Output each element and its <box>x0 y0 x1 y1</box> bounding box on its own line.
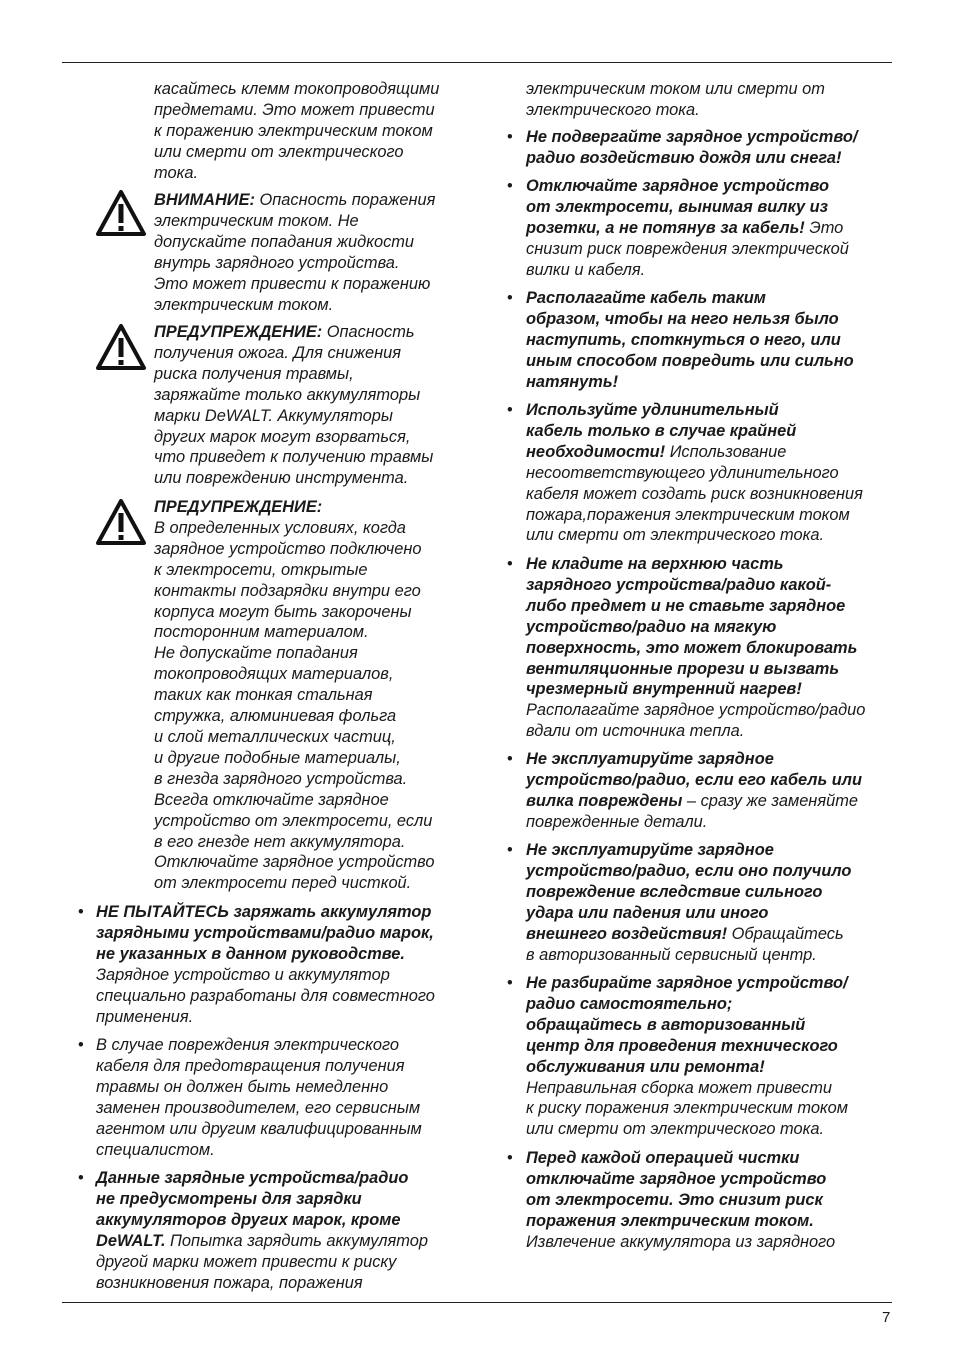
right-intro: электрическим током или смерти от электрического тока. <box>526 80 825 119</box>
bullet-icon: • <box>507 289 513 307</box>
bullet-text: Извлечение аккумулятора из зарядного <box>526 1232 836 1251</box>
top-rule <box>62 62 892 63</box>
bullet-icon: • <box>507 401 513 419</box>
bullet-icon: • <box>507 750 513 768</box>
bullet-icon: • <box>78 1036 84 1054</box>
bullet-icon: • <box>507 841 513 859</box>
warning-electric-shock <box>154 190 435 315</box>
bullet-icon: • <box>507 177 513 195</box>
bullet-text: – сразу же заменяйте поврежденные детали. <box>526 791 858 831</box>
warning-short-circuit <box>154 497 434 894</box>
warning-label: ВНИМАНИЕ: <box>154 191 255 209</box>
bullet-bold: Не подвергайте зарядное устройство/ радио воздействию дождя или снега! <box>526 128 858 167</box>
bullet-bold: НЕ ПЫТАЙТЕСЬ заряжать аккумулятор зарядными устройствами/радио марок, не указанных в данном руководстве. <box>96 903 434 963</box>
warning-text: В определенных условиях, когда зарядное устройство подключено к электросети, открытые контакты подзарядки внутри его корпуса могут быть закорочены посторонним материалом. Не допускайте попадания токопроводящих материалов, таких как тонкая стальная стружка, алюминиевая фольга и слой металлических частиц, и другие подобные материалы, в гнезда зарядного устройства. Всегда отключайте зарядное устройство от электросети, если в его гнезде нет аккумулятора. Отключайте зарядное устройство от электросети перед чисткой. <box>154 518 435 893</box>
bullet-bold: Данные зарядные устройства/радио не предусмотрены для зарядки аккумуляторов других марок, кроме DeWALT. <box>96 1169 409 1250</box>
list-item <box>96 1035 422 1160</box>
bullet-text: Зарядное устройство и аккумулятор специально разработаны для совместного применения. <box>96 965 435 1026</box>
list-item <box>526 554 865 742</box>
bullet-bold: Не разбирайте зарядное устройство/ радио самостоятельно; обращайтесь в авторизованный центр для проведения технического обслуживания или ремонта! <box>526 974 848 1076</box>
bullet-bold: Используйте удлинительный кабель только в случае крайней необходимости! <box>526 401 797 461</box>
bullet-icon: • <box>507 128 513 146</box>
bullet-bold: Не эксплуатируйте зарядное устройство/радио, если оно получило повреждение вследствие сильного удара или падения или иного внешнего воздействия! <box>526 841 852 943</box>
warning-text: Опасность поражения электрическим током. Не допускайте попадания жидкости внутрь зарядного устройства. Это может привести к поражению электрическим током. <box>154 191 436 314</box>
list-item <box>526 400 863 546</box>
list-item <box>526 127 857 169</box>
bullet-text: Попытка зарядить аккумулятор другой марки может привести к риску возникновения пожара, поражения <box>96 1231 428 1292</box>
list-item <box>526 973 848 1140</box>
bullet-bold: Отключайте зарядное устройство от электросети, вынимая вилку из розетки, а не потянув за кабель! <box>526 177 829 237</box>
left-intro: касайтесь клемм токопроводящими предметами. Это может привести к поражению электрическим током или смерти от электрического тока. <box>154 80 440 182</box>
bullet-icon: • <box>507 974 513 992</box>
page-number: 7 <box>882 1309 891 1326</box>
warning-burn <box>154 322 433 489</box>
bullet-text: Располагайте зарядное устройство/радио вдали от источника тепла. <box>526 701 866 741</box>
list-item <box>96 1168 428 1293</box>
list-item <box>526 176 849 281</box>
bullet-bold: Располагайте кабель таким образом, чтобы на него нельзя было наступить, споткнуться о него, или иным способом повредить или сильно натянуть! <box>526 289 854 391</box>
list-item <box>526 749 862 833</box>
list-item <box>526 1148 835 1253</box>
list-item <box>96 902 435 1027</box>
bullet-bold: Перед каждой операцией чистки отключайте зарядное устройство от электросети. Это снизит риск поражения электрическим током. <box>526 1149 827 1230</box>
bottom-rule <box>62 1302 892 1303</box>
bullet-text: В случае повреждения электрического кабеля для предотвращения получения травмы он должен быть немедленно заменен производителем, его сервисным агентом или другим квалифицированным специалистом. <box>96 1036 422 1159</box>
bullet-bold: Не кладите на верхнюю часть зарядного устройства/радио какой- либо предмет и не ставьте зарядное устройство/радио на мягкую поверхность, это может блокировать вентиляционные прорези и вызвать чрезмерный внутренний нагрев! <box>526 555 858 699</box>
bullet-text: Это снизит риск повреждения электрической вилки и кабеля. <box>526 218 849 279</box>
warning-label: ПРЕДУПРЕЖДЕНИЕ: <box>154 498 323 516</box>
bullet-icon: • <box>78 903 84 921</box>
warning-label: ПРЕДУПРЕЖДЕНИЕ: <box>154 323 323 341</box>
bullet-icon: • <box>78 1169 84 1187</box>
bullet-icon: • <box>507 1149 513 1167</box>
warning-text: Опасность получения ожога. Для снижения риска получения травмы, заряжайте только аккумуляторы марки DeWALT. Аккумуляторы других марок могут взорваться, что приведет к получению травмы или повреждению инструмента. <box>154 323 434 488</box>
bullet-icon: • <box>507 555 513 573</box>
bullet-bold: Не эксплуатируйте зарядное устройство/радио, если его кабель или вилка повреждены <box>526 750 862 810</box>
warning-triangle-icon <box>95 498 147 546</box>
bullet-text: Обращайтесь в авторизованный сервисный центр. <box>526 924 844 964</box>
bullet-text: Неправильная сборка может привести к риску поражения электрическим током или смерти от электрического тока. <box>526 1078 849 1139</box>
list-item <box>526 840 851 965</box>
list-item <box>526 288 854 393</box>
warning-triangle-icon <box>95 323 147 371</box>
warning-triangle-icon <box>95 189 147 237</box>
bullet-text: Использование несоответствующего удлинительного кабеля может создать риск возникновения пожара,поражения электрическим током или смерти от электрического тока. <box>526 442 863 545</box>
